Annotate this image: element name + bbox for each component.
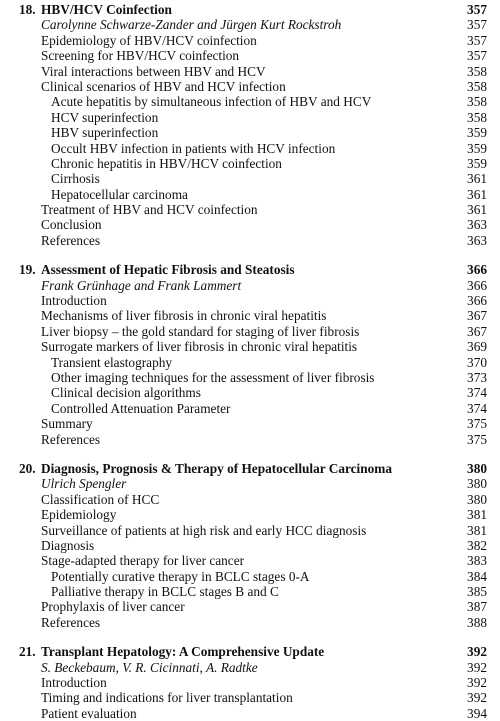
entry-page-number: 383 bbox=[467, 553, 487, 569]
entry-title: Introduction bbox=[41, 675, 107, 691]
entry-title: Chronic hepatitis in HBV/HCV coinfection bbox=[51, 155, 282, 171]
entry-page-number: 375 bbox=[467, 416, 487, 432]
chapter-number: 19. bbox=[19, 262, 36, 278]
chapter-heading[interactable] bbox=[0, 461, 500, 476]
entry-page-number: 392 bbox=[467, 690, 487, 706]
entry-title: Epidemiology bbox=[41, 507, 117, 523]
entry-page-number: 374 bbox=[467, 385, 487, 401]
toc-entry[interactable] bbox=[0, 64, 500, 79]
chapter-heading[interactable] bbox=[0, 262, 500, 277]
toc-entry[interactable] bbox=[0, 339, 500, 354]
toc-subentry[interactable] bbox=[0, 141, 500, 156]
chapter-section bbox=[0, 644, 500, 721]
chapter-section bbox=[0, 262, 500, 447]
entry-page-number: 384 bbox=[467, 568, 487, 584]
toc-subentry[interactable] bbox=[0, 569, 500, 584]
entry-title: Viral interactions between HBV and HCV bbox=[41, 63, 266, 79]
entry-page-number: 385 bbox=[467, 584, 487, 600]
entry-title: Summary bbox=[41, 416, 93, 432]
entry-page-number: 358 bbox=[467, 78, 487, 94]
entry-title: Classification of HCC bbox=[41, 491, 160, 507]
chapter-number: 21. bbox=[19, 644, 36, 660]
chapter-title: Diagnosis, Prognosis & Therapy of Hepatocellular Carcinoma bbox=[41, 460, 393, 476]
entry-title: Treatment of HBV and HCV coinfection bbox=[41, 202, 258, 218]
entry-title: Other imaging techniques for the assessment of liver fibrosis bbox=[51, 369, 375, 385]
chapter-authors bbox=[0, 660, 500, 675]
entry-title: References bbox=[41, 232, 101, 248]
author-names: S. Beckebaum, V. R. Cicinnati, A. Radtke bbox=[41, 659, 258, 675]
toc-entry[interactable] bbox=[0, 538, 500, 553]
entry-title: Transient elastography bbox=[51, 354, 173, 370]
toc-entry[interactable] bbox=[0, 48, 500, 63]
entry-page-number: 358 bbox=[467, 94, 487, 110]
toc-entry[interactable] bbox=[0, 507, 500, 522]
toc-entry[interactable] bbox=[0, 202, 500, 217]
entry-page-number: 370 bbox=[467, 354, 487, 370]
toc-subentry[interactable] bbox=[0, 385, 500, 400]
entry-page-number: 357 bbox=[467, 32, 487, 48]
entry-page-number: 381 bbox=[467, 507, 487, 523]
chapter-authors bbox=[0, 476, 500, 491]
entry-title: Screening for HBV/HCV coinfection bbox=[41, 48, 240, 64]
author-names: Carolynne Schwarze-Zander and Jürgen Kurt Rockstroh bbox=[41, 17, 342, 33]
author-page-number: 366 bbox=[467, 277, 487, 293]
entry-title: Patient evaluation bbox=[41, 705, 137, 721]
entry-page-number: 367 bbox=[467, 308, 487, 324]
toc-entry[interactable] bbox=[0, 523, 500, 538]
toc-entry[interactable] bbox=[0, 432, 500, 447]
chapter-section bbox=[0, 2, 500, 248]
chapter-page-number: 357 bbox=[467, 2, 487, 17]
entry-page-number: 374 bbox=[467, 400, 487, 416]
toc-entry[interactable] bbox=[0, 233, 500, 248]
entry-page-number: 394 bbox=[467, 705, 487, 721]
entry-title: Conclusion bbox=[41, 217, 102, 233]
entry-title: Potentially curative therapy in BCLC stages 0-A bbox=[51, 568, 310, 584]
entry-title: Diagnosis bbox=[41, 537, 95, 553]
entry-page-number: 369 bbox=[467, 339, 487, 355]
author-page-number: 357 bbox=[467, 17, 487, 33]
chapter-title: Assessment of Hepatic Fibrosis and Steatosis bbox=[41, 262, 295, 278]
entry-title: Timing and indications for liver transplantation bbox=[41, 690, 293, 706]
toc-entry[interactable] bbox=[0, 79, 500, 94]
entry-page-number: 388 bbox=[467, 614, 487, 630]
toc-entry[interactable] bbox=[0, 706, 500, 721]
entry-page-number: 361 bbox=[467, 171, 487, 187]
entry-page-number: 359 bbox=[467, 125, 487, 141]
entry-title: Acute hepatitis by simultaneous infection of HBV and HCV bbox=[51, 94, 372, 110]
chapter-number: 20. bbox=[19, 460, 36, 476]
entry-title: References bbox=[41, 431, 101, 447]
toc-subentry[interactable] bbox=[0, 187, 500, 202]
entry-page-number: 392 bbox=[467, 675, 487, 691]
entry-page-number: 367 bbox=[467, 323, 487, 339]
entry-title: HCV superinfection bbox=[51, 109, 159, 125]
chapter-page-number: 366 bbox=[467, 262, 487, 278]
chapter-number: 18. bbox=[19, 2, 36, 17]
chapter-heading[interactable] bbox=[0, 644, 500, 659]
chapter-title: Transplant Hepatology: A Comprehensive Update bbox=[41, 644, 325, 660]
entry-page-number: 357 bbox=[467, 48, 487, 64]
entry-page-number: 359 bbox=[467, 140, 487, 156]
toc-subentry[interactable] bbox=[0, 171, 500, 186]
toc-entry[interactable] bbox=[0, 308, 500, 323]
entry-title: Prophylaxis of liver cancer bbox=[41, 599, 185, 615]
chapter-authors bbox=[0, 278, 500, 293]
chapter-page-number: 380 bbox=[467, 460, 487, 476]
toc-entry[interactable] bbox=[0, 615, 500, 630]
toc-subentry[interactable] bbox=[0, 584, 500, 599]
entry-page-number: 358 bbox=[467, 109, 487, 125]
entry-title: References bbox=[41, 614, 101, 630]
entry-title: Introduction bbox=[41, 293, 107, 309]
entry-title: Liver biopsy – the gold standard for staging of liver fibrosis bbox=[41, 323, 360, 339]
toc-entry[interactable] bbox=[0, 217, 500, 232]
entry-title: Epidemiology of HBV/HCV coinfection bbox=[41, 32, 257, 48]
entry-title: Surrogate markers of liver fibrosis in chronic viral hepatitis bbox=[41, 339, 358, 355]
toc-subentry[interactable] bbox=[0, 355, 500, 370]
entry-title: Stage-adapted therapy for liver cancer bbox=[41, 553, 245, 569]
entry-title: Clinical scenarios of HBV and HCV infection bbox=[41, 78, 286, 94]
toc-subentry[interactable] bbox=[0, 125, 500, 140]
author-names: Frank Grünhage and Frank Lammert bbox=[41, 277, 242, 293]
entry-title: Mechanisms of liver fibrosis in chronic viral hepatitis bbox=[41, 308, 327, 324]
entry-page-number: 361 bbox=[467, 186, 487, 202]
entry-page-number: 382 bbox=[467, 537, 487, 553]
chapter-heading[interactable] bbox=[0, 2, 500, 17]
entry-page-number: 375 bbox=[467, 431, 487, 447]
chapter-section bbox=[0, 461, 500, 630]
entry-title: Cirrhosis bbox=[51, 171, 100, 187]
entry-page-number: 380 bbox=[467, 491, 487, 507]
entry-page-number: 363 bbox=[467, 217, 487, 233]
entry-page-number: 381 bbox=[467, 522, 487, 538]
entry-title: Palliative therapy in BCLC stages B and C bbox=[51, 584, 279, 600]
entry-page-number: 359 bbox=[467, 155, 487, 171]
entry-page-number: 373 bbox=[467, 369, 487, 385]
chapter-page-number: 392 bbox=[467, 644, 487, 660]
entry-title: HBV superinfection bbox=[51, 125, 159, 141]
toc-entry[interactable] bbox=[0, 33, 500, 48]
toc-subentry[interactable] bbox=[0, 401, 500, 416]
author-page-number: 380 bbox=[467, 476, 487, 492]
toc-subentry[interactable] bbox=[0, 370, 500, 385]
toc-subentry[interactable] bbox=[0, 156, 500, 171]
entry-page-number: 387 bbox=[467, 599, 487, 615]
toc-entry[interactable] bbox=[0, 416, 500, 431]
author-page-number: 392 bbox=[467, 659, 487, 675]
entry-title: Clinical decision algorithms bbox=[51, 385, 201, 401]
toc-subentry[interactable] bbox=[0, 94, 500, 109]
entry-page-number: 361 bbox=[467, 202, 487, 218]
entry-title: Hepatocellular carcinoma bbox=[51, 186, 188, 202]
entry-page-number: 366 bbox=[467, 293, 487, 309]
toc-entry[interactable] bbox=[0, 293, 500, 308]
chapter-authors bbox=[0, 17, 500, 32]
chapter-title: HBV/HCV Coinfection bbox=[41, 2, 172, 17]
toc-entry[interactable] bbox=[0, 675, 500, 690]
toc-entry[interactable] bbox=[0, 553, 500, 568]
entry-title: Occult HBV infection in patients with HCV infection bbox=[51, 140, 336, 156]
author-names: Ulrich Spengler bbox=[41, 476, 127, 492]
toc-entry[interactable] bbox=[0, 599, 500, 614]
entry-page-number: 358 bbox=[467, 63, 487, 79]
entry-title: Controlled Attenuation Parameter bbox=[51, 400, 231, 416]
toc-entry[interactable] bbox=[0, 690, 500, 705]
toc-subentry[interactable] bbox=[0, 110, 500, 125]
toc-entry[interactable] bbox=[0, 492, 500, 507]
entry-page-number: 363 bbox=[467, 232, 487, 248]
toc-entry[interactable] bbox=[0, 324, 500, 339]
entry-title: Surveillance of patients at high risk and early HCC diagnosis bbox=[41, 522, 367, 538]
